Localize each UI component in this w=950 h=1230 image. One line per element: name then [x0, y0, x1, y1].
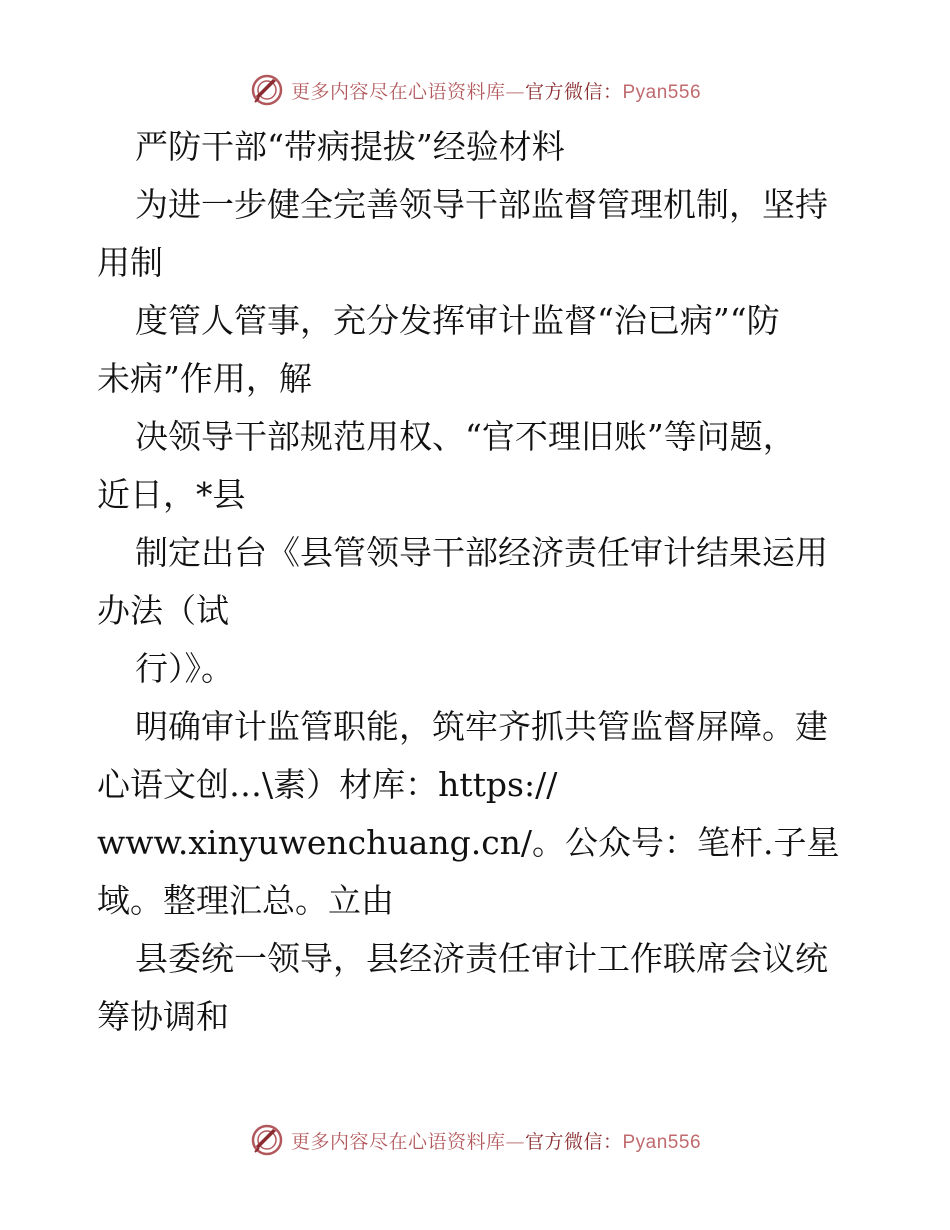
- footer-banner: [0, 1120, 950, 1160]
- footer-text: [291, 1127, 701, 1154]
- doc-line-14: 域。整理汇总。立由: [97, 881, 394, 920]
- doc-line-15: 县委统一领导，县经济责任审计工作联席会议统: [135, 939, 828, 978]
- header-wechat-label: 官方微信：: [524, 80, 623, 103]
- doc-line-10: 行）》。: [135, 649, 234, 688]
- doc-line-4: 度管人管事，充分发挥审计监督“治已病”“防: [135, 301, 780, 340]
- footer-wechat-label: 官方微信：: [524, 1130, 623, 1153]
- doc-line-1: 严防干部“带病提拔”经验材料: [135, 127, 565, 166]
- doc-line-13: www.xinyuwenchuang.cn/。公众号：笔杆.子星: [97, 823, 840, 862]
- header-text: [291, 77, 701, 104]
- doc-line-9: 办法（试: [97, 591, 229, 630]
- footer-separator: —: [505, 1130, 525, 1153]
- quill-logo-icon: [249, 72, 285, 108]
- header-banner: [0, 70, 950, 110]
- quill-logo-icon: [249, 1122, 285, 1158]
- doc-line-5: 未病”作用，解: [97, 359, 312, 398]
- doc-line-11: 明确审计监管职能，筑牢齐抓共管监督屏障。建: [135, 707, 828, 746]
- doc-line-8: 制定出台《县管领导干部经济责任审计结果运用: [135, 533, 828, 572]
- header-separator: —: [505, 80, 525, 103]
- header-wechat-id: Pyan556: [622, 81, 702, 103]
- doc-line-7: 近日，*县: [97, 475, 246, 514]
- footer-brand: 更多内容尽在心语资料库: [290, 1130, 506, 1153]
- doc-line-2: 为进一步健全完善领导干部监督管理机制，坚持: [135, 185, 828, 224]
- document-body: [97, 118, 867, 1046]
- doc-line-16: 筹协调和: [97, 997, 229, 1036]
- footer-wechat-id: Pyan556: [622, 1131, 702, 1153]
- doc-line-12: 心语文创…\素）材库：https://: [97, 765, 558, 804]
- doc-line-3: 用制: [97, 243, 163, 282]
- doc-line-6: 决领导干部规范用权、“官不理旧账”等问题，: [135, 417, 796, 456]
- header-brand: 更多内容尽在心语资料库: [290, 80, 506, 103]
